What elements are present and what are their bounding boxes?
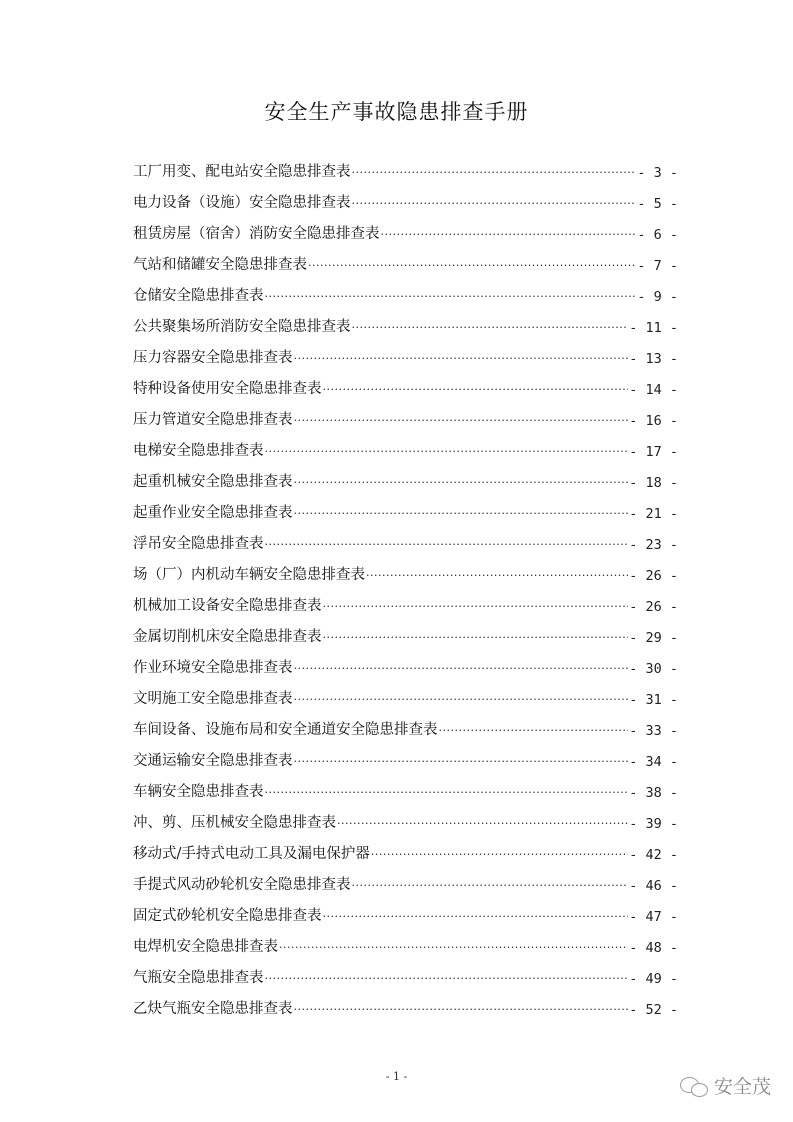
watermark-text: 安全茂 bbox=[713, 1076, 771, 1098]
toc-item-page: - 39 - bbox=[629, 816, 678, 832]
toc-item-page: - 29 - bbox=[629, 630, 678, 646]
toc-item[interactable] bbox=[133, 894, 678, 925]
toc-item-page: - 46 - bbox=[629, 878, 678, 894]
toc-item-page: - 38 - bbox=[629, 785, 678, 801]
toc-item-title: 起重作业安全隐患排查表 bbox=[133, 505, 293, 521]
toc-item-title: 移动式/手持式电动工具及漏电保护器 bbox=[133, 846, 370, 862]
toc-item-title: 乙炔气瓶安全隐患排查表 bbox=[133, 1001, 293, 1017]
toc-item[interactable] bbox=[133, 863, 678, 894]
toc-item[interactable] bbox=[133, 739, 678, 770]
toc-item-page: - 9 - bbox=[637, 289, 678, 305]
toc-item-page: - 26 - bbox=[629, 568, 678, 584]
toc-item[interactable] bbox=[133, 615, 678, 646]
toc-item-title: 冲、剪、压机械安全隐患排查表 bbox=[133, 815, 336, 831]
toc-item-title: 固定式砂轮机安全隐患排查表 bbox=[133, 908, 322, 924]
toc-item-title: 浮吊安全隐患排查表 bbox=[133, 536, 264, 552]
toc-item[interactable] bbox=[133, 460, 678, 491]
toc-leader bbox=[337, 812, 628, 830]
toc-leader bbox=[294, 750, 629, 768]
toc-leader bbox=[279, 936, 628, 954]
toc-leader bbox=[352, 192, 637, 210]
toc-leader bbox=[265, 285, 637, 303]
toc-item[interactable] bbox=[133, 708, 678, 739]
toc-leader bbox=[294, 502, 629, 520]
toc-item-title: 文明施工安全隐患排查表 bbox=[133, 691, 293, 707]
toc-leader bbox=[352, 161, 637, 179]
toc-item-title: 工厂用变、配电站安全隐患排查表 bbox=[133, 164, 351, 180]
toc-leader bbox=[294, 688, 629, 706]
toc-item[interactable] bbox=[133, 367, 678, 398]
toc-item-page: - 52 - bbox=[629, 1002, 678, 1018]
page-number: - 1 - bbox=[385, 1070, 408, 1083]
toc-item[interactable] bbox=[133, 925, 678, 956]
toc-item-page: - 11 - bbox=[629, 320, 678, 336]
toc-item[interactable] bbox=[133, 212, 678, 243]
toc-item-page: - 31 - bbox=[629, 692, 678, 708]
toc-item-title: 车辆安全隐患排查表 bbox=[133, 784, 264, 800]
toc-item-title: 交通运输安全隐患排查表 bbox=[133, 753, 293, 769]
toc-item-title: 车间设备、设施布局和安全通道安全隐患排查表 bbox=[133, 722, 438, 738]
toc-leader bbox=[265, 967, 629, 985]
toc-item-page: - 26 - bbox=[629, 599, 678, 615]
toc-item-page: - 33 - bbox=[629, 723, 678, 739]
toc-leader bbox=[381, 223, 637, 241]
page-title: 安全生产事故隐患排查手册 bbox=[264, 100, 529, 124]
toc-item-title: 电力设备（设施）安全隐患排查表 bbox=[133, 195, 351, 211]
toc-item[interactable] bbox=[133, 336, 678, 367]
toc-item[interactable] bbox=[133, 553, 678, 584]
toc-item-page: - 23 - bbox=[629, 537, 678, 553]
toc-leader bbox=[294, 409, 629, 427]
toc-item[interactable] bbox=[133, 677, 678, 708]
toc-leader bbox=[323, 378, 629, 396]
toc-item-title: 气站和储罐安全隐患排查表 bbox=[133, 257, 307, 273]
toc-item-page: - 49 - bbox=[629, 971, 678, 987]
toc-item-page: - 18 - bbox=[629, 475, 678, 491]
table-of-contents bbox=[133, 150, 678, 1018]
toc-item-page: - 7 - bbox=[637, 258, 678, 274]
toc-item-title: 压力管道安全隐患排查表 bbox=[133, 412, 293, 428]
toc-item-page: - 48 - bbox=[629, 940, 678, 956]
toc-item-page: - 14 - bbox=[629, 382, 678, 398]
toc-leader bbox=[439, 719, 629, 737]
toc-leader bbox=[323, 905, 629, 923]
toc-leader bbox=[371, 843, 628, 861]
toc-item-page: - 30 - bbox=[629, 661, 678, 677]
toc-item-page: - 6 - bbox=[637, 227, 678, 243]
toc-leader bbox=[366, 564, 628, 582]
watermark bbox=[680, 1072, 771, 1099]
toc-item-title: 租赁房屋（宿舍）消防安全隐患排查表 bbox=[133, 226, 380, 242]
toc-leader bbox=[352, 316, 629, 334]
toc-item[interactable] bbox=[133, 956, 678, 987]
toc-item[interactable] bbox=[133, 305, 678, 336]
toc-item[interactable] bbox=[133, 522, 678, 553]
toc-item-title: 公共聚集场所消防安全隐患排查表 bbox=[133, 319, 351, 335]
toc-item[interactable] bbox=[133, 584, 678, 615]
toc-item-page: - 47 - bbox=[629, 909, 678, 925]
toc-leader bbox=[265, 440, 629, 458]
toc-item-page: - 34 - bbox=[629, 754, 678, 770]
toc-item-page: - 17 - bbox=[629, 444, 678, 460]
toc-item-page: - 42 - bbox=[629, 847, 678, 863]
toc-item-page: - 5 - bbox=[637, 196, 678, 212]
toc-leader bbox=[308, 254, 636, 272]
toc-leader bbox=[294, 657, 629, 675]
toc-item-title: 手提式风动砂轮机安全隐患排查表 bbox=[133, 877, 351, 893]
toc-item[interactable] bbox=[133, 274, 678, 305]
wechat-icon bbox=[680, 1075, 708, 1097]
toc-item-title: 起重机械安全隐患排查表 bbox=[133, 474, 293, 490]
toc-item-page: - 3 - bbox=[637, 165, 678, 181]
toc-leader bbox=[352, 874, 629, 892]
toc-item-title: 电焊机安全隐患排查表 bbox=[133, 939, 278, 955]
toc-leader bbox=[323, 626, 629, 644]
toc-item[interactable] bbox=[133, 491, 678, 522]
toc-item[interactable] bbox=[133, 770, 678, 801]
toc-item[interactable] bbox=[133, 987, 678, 1018]
toc-leader bbox=[294, 347, 629, 365]
toc-item-page: - 16 - bbox=[629, 413, 678, 429]
toc-item[interactable] bbox=[133, 181, 678, 212]
toc-item-title: 气瓶安全隐患排查表 bbox=[133, 970, 264, 986]
toc-item-title: 金属切削机床安全隐患排查表 bbox=[133, 629, 322, 645]
toc-item[interactable] bbox=[133, 150, 678, 181]
toc-item-title: 作业环境安全隐患排查表 bbox=[133, 660, 293, 676]
toc-item-page: - 13 - bbox=[629, 351, 678, 367]
toc-item[interactable] bbox=[133, 832, 678, 863]
toc-leader bbox=[265, 533, 629, 551]
toc-leader bbox=[265, 781, 629, 799]
toc-item[interactable] bbox=[133, 646, 678, 677]
toc-item[interactable] bbox=[133, 801, 678, 832]
toc-item-title: 场（厂）内机动车辆安全隐患排查表 bbox=[133, 567, 365, 583]
toc-item-title: 电梯安全隐患排查表 bbox=[133, 443, 264, 459]
toc-leader bbox=[323, 595, 629, 613]
toc-item-title: 仓储安全隐患排查表 bbox=[133, 288, 264, 304]
toc-item-page: - 21 - bbox=[629, 506, 678, 522]
toc-leader bbox=[294, 471, 629, 489]
toc-leader bbox=[294, 998, 629, 1016]
toc-item-title: 压力容器安全隐患排查表 bbox=[133, 350, 293, 366]
toc-item[interactable] bbox=[133, 398, 678, 429]
toc-item[interactable] bbox=[133, 429, 678, 460]
toc-item-title: 特种设备使用安全隐患排查表 bbox=[133, 381, 322, 397]
toc-item-title: 机械加工设备安全隐患排查表 bbox=[133, 598, 322, 614]
toc-item[interactable] bbox=[133, 243, 678, 274]
